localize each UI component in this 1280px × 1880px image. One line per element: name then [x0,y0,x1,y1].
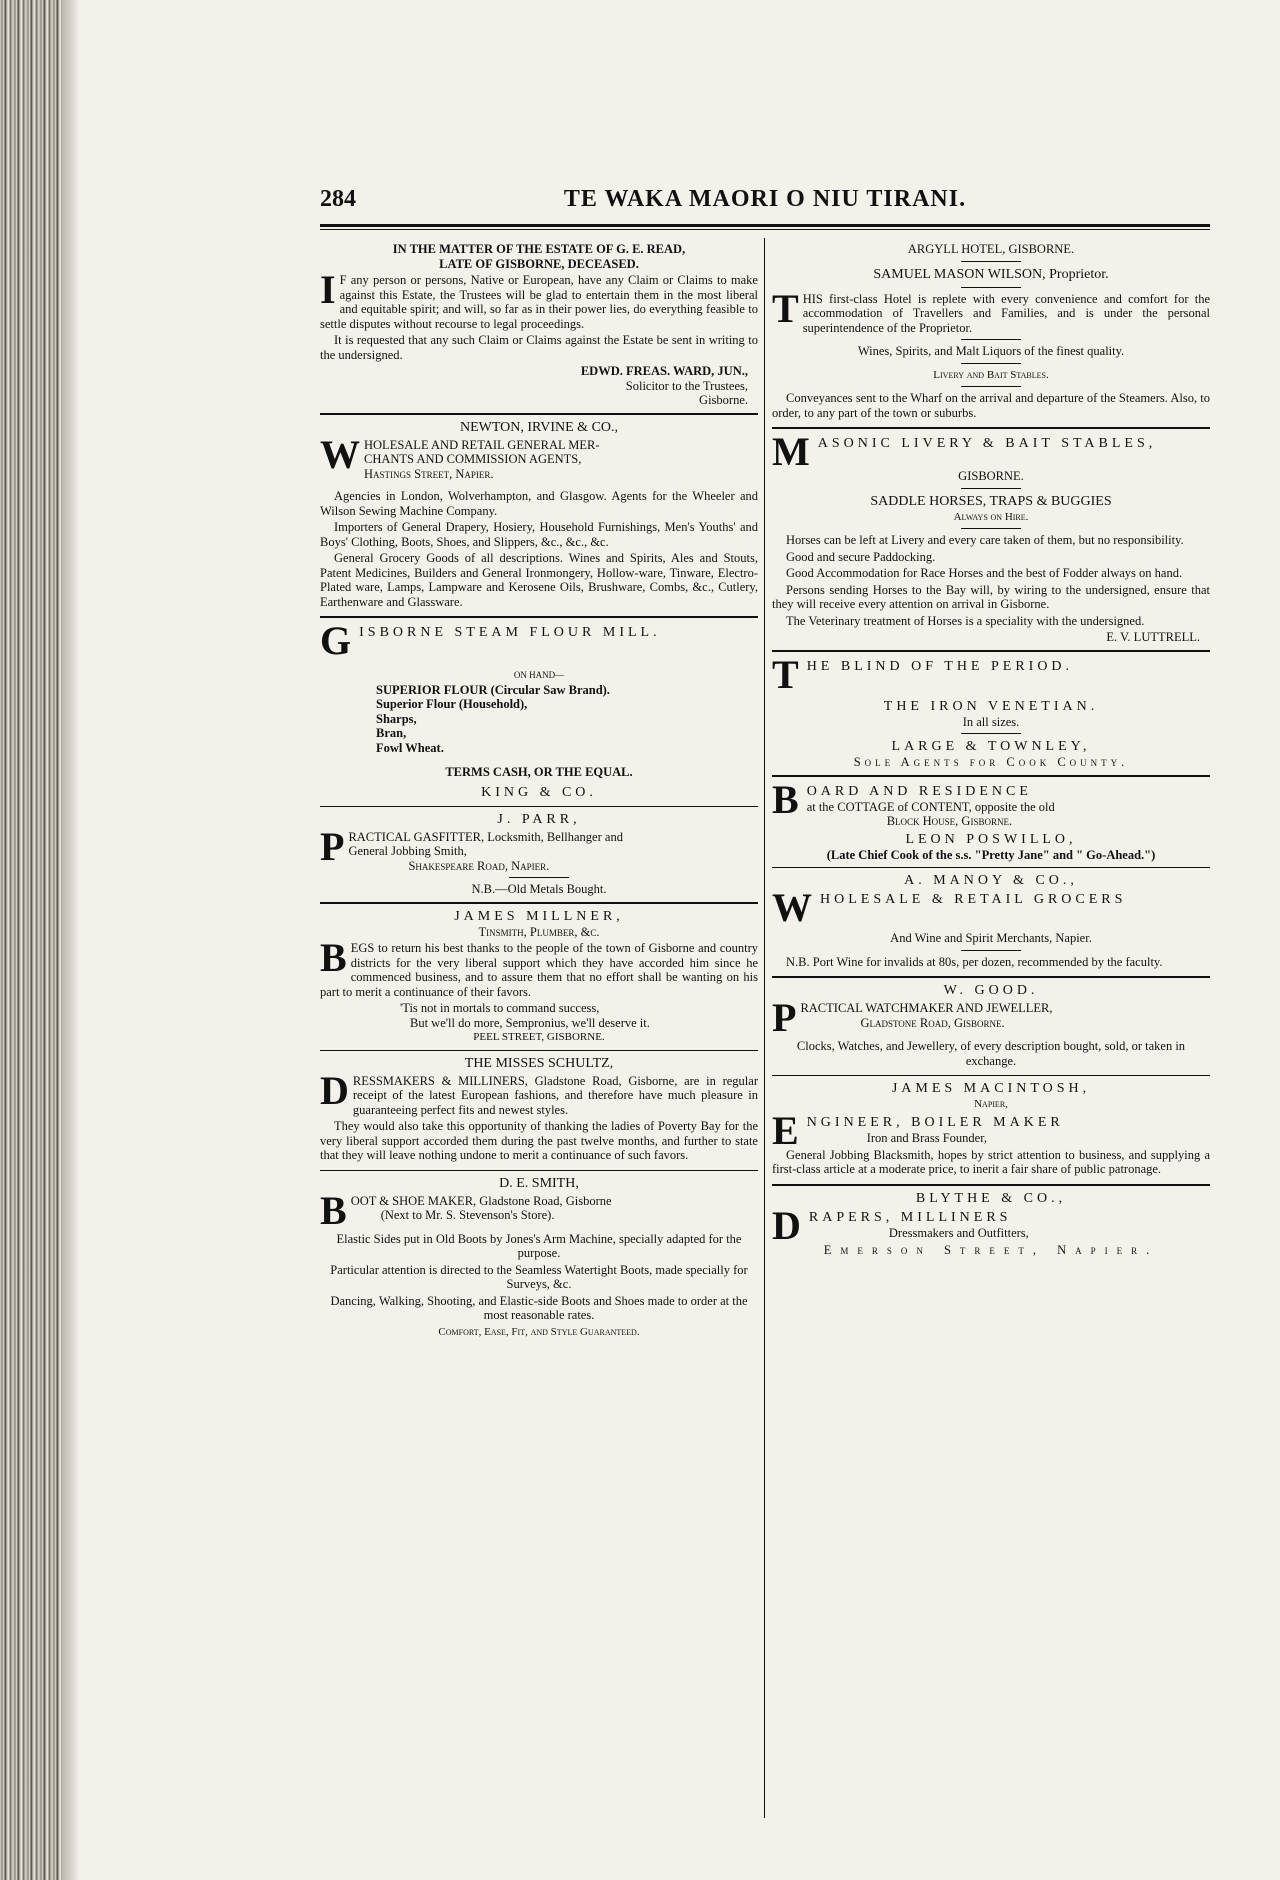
masonic-p2: Good and secure Paddocking. [786,549,936,564]
argyll-conveyances: Conveyances sent to the Wharf on the arrival and departure of the Steamers. Also, to order, to any part of the town or suburbs. [772,391,1210,420]
short-rule [961,363,1021,364]
millner-quote-2: But we'll do more, Sempronius, we'll deserve it. [410,1015,650,1030]
blind-agents: Sole Agents for Cook County. [853,755,1129,769]
masonic-p4: Persons sending Horses to the Bay will, by wiring to the undersigned, ensure that they will receive every attention on arrival in Gisborne. [772,582,1210,611]
schultz-body-2: They would also take this opportunity of thanking the ladies of Poverty Bay for the very liberal support accorded them during the past twelve months, and further to state that they will leave nothing undone to merit a continuance of such favors. [320,1119,758,1162]
manoy-note: N.B. Port Wine for invalids at 80s, per dozen, recommended by the faculty. [786,954,1163,969]
short-rule [961,287,1021,288]
flour-items [376,683,758,756]
ad-blind-of-period [772,652,1210,777]
masonic-place: GISBORNE. [958,469,1024,483]
macintosh-title: NGINEER, BOILER MAKER [806,1114,1064,1130]
smith-guarantee: Comfort, Ease, Fit, and Style Guaranteed. [438,1325,640,1338]
parr-line-1: RACTICAL GASFITTER, Locksmith, Bellhanger and [348,829,623,844]
ad-board-residence [772,777,1210,869]
drop-cap: G [320,618,356,663]
blind-title: HE BLIND OF THE PERIOD. [806,658,1074,674]
header-rule [320,224,1210,230]
short-rule [961,528,1021,529]
flour-terms: TERMS CASH, OR THE EQUAL. [445,765,633,779]
parr-name: J. PARR, [497,811,581,827]
estate-body-2: It is requested that any such Claim or Claims against the Estate be sent in writing to the undersigned. [320,333,758,362]
newton-agencies: Agencies in London, Wolverhampton, and Glasgow. Agents for the Wheeler and Wilson Sewing Machine Company. [320,489,758,518]
blythe-line: Dressmakers and Outfitters, [888,1225,1029,1240]
short-rule [961,950,1021,951]
drop-cap: W [320,431,360,477]
short-rule [961,488,1021,489]
blind-firm: LARGE & TOWNLEY, [891,739,1091,754]
smith-p1: Elastic Sides put in Old Boots by Jones's Arm Machine, specially adapted for the purpose. [336,1231,742,1260]
masonic-p1: Horses can be left at Livery and every care taken of them, but no responsibility. [786,533,1184,547]
masonic-p5: The Veterinary treatment of Horses is a speciality with the undersigned. [786,613,1145,628]
millner-quote-1: 'Tis not in mortals to command success, [400,1001,600,1015]
ad-good [772,978,1210,1076]
masonic-saddle: SADDLE HORSES, TRAPS & BUGGIES [870,493,1112,509]
millner-name: JAMES MILLNER, [454,908,624,924]
newton-line-2: CHANTS AND COMMISSION AGENTS, [364,452,582,466]
manoy-line: And Wine and Spirit Merchants, Napier. [890,931,1092,945]
estate-body: F any person or persons, Native or European, have any Claim or Claims to make against this Estate, the Trustees will be glad to entertain them in the most liberal and equitable spirit; and will, so far as in their power lies, do everything feasible to settle disputes without recourse to legal proceedings. [320,273,758,331]
blythe-name: BLYTHE & CO., [915,1190,1067,1206]
ad-schultz [320,1051,758,1171]
short-rule [961,339,1021,340]
page-title: TE WAKA MAORI O NIU TIRANI. [563,186,967,212]
short-rule [961,261,1021,262]
newton-address: Hastings Street, Napier. [364,466,494,481]
ad-argyll-hotel [772,238,1210,429]
smith-p3: Dancing, Walking, Shooting, and Elastic-side Boots and Shoes made to order at the most reasonable rates. [330,1293,748,1322]
drop-cap: T [772,285,799,331]
drop-cap: B [320,935,347,980]
ad-blythe [772,1186,1210,1263]
columns [320,238,1210,1838]
smith-line-1: OOT & SHOE MAKER, Gladstone Road, Gisborne [350,1193,612,1208]
macintosh-name: JAMES MACINTOSH, [891,1081,1091,1096]
short-rule [961,386,1021,387]
flour-item: Bran, [376,726,407,740]
drop-cap: P [320,823,345,869]
blythe-title: RAPERS, MILLINERS [808,1209,1012,1225]
schultz-name: THE MISSES SCHULTZ, [464,1055,614,1071]
ad-estate-read [320,238,758,415]
argyll-title: ARGYLL HOTEL, GISBORNE. [907,242,1075,256]
manoy-name: A. MANOY & CO., [904,873,1078,888]
drop-cap: E [772,1107,803,1153]
column-divider [764,238,765,1818]
flour-item: Superior Flour (Household), [376,697,528,711]
argyll-wines: Wines, Spirits, and Malt Liquors of the finest quality. [857,344,1125,358]
millner-body: EGS to return his best thanks to the people of the town of Gisborne and country districts for the very liberal support which they have accorded him since he commenced business, and to assure them that no effort shall be wanting on his part to merit a continuance of their favors. [320,941,758,999]
parr-line-2: General Jobbing Smith, [348,844,467,858]
manoy-title: HOLESALE & RETAIL GROCERS [820,892,1127,907]
drop-cap: B [772,776,803,822]
parr-address: Shakespeare Road, Napier. [408,858,550,873]
parr-note: N.B.—Old Metals Bought. [471,882,607,896]
argyll-proprietor: SAMUEL MASON WILSON, Proprietor. [873,266,1109,282]
good-address: Gladstone Road, Gisborne. [860,1015,1005,1030]
drop-cap: M [772,429,814,474]
blythe-address: Emerson Street, Napier. [823,1242,1159,1257]
drop-cap: D [320,1067,349,1113]
good-body: Clocks, Watches, and Jewellery, of every description bought, sold, or taken in exchange. [796,1039,1186,1068]
drop-cap: D [772,1202,805,1248]
macintosh-body: General Jobbing Blacksmith, hopes by strict attention to business, and supplying a first-class article at a moderate price, to inerit a fair share of public patronage. [772,1147,1210,1176]
schultz-body: RESSMAKERS & MILLINERS, Gladstone Road, Gisborne, are in regular receipt of the latest European fashions, and therefore have much pleasure in guaranteeing perfect fits and newest styles. [352,1073,758,1117]
newton-grocery: General Grocery Goods of all descriptions. Wines and Spirits, Ales and Stouts, Patent Medicines, Builders and General Ironmongery, Hollow-ware, Tinware, Electro-Plated ware, Lamps, Lampware and Kerosene Oils, Brushware, Combs, &c., Cutlery, Earthenware and Glassware. [320,551,758,609]
blind-iron-venetian: THE IRON VENETIAN. [883,698,1099,714]
board-title: OARD AND RESIDENCE [806,783,1032,799]
newton-imports: Importers of General Drapery, Hosiery, Household Furnishings, Men's Youths' and Boys' Clothing, Boots, Shoes, and Slippers, &c., &c., &c. [320,520,758,549]
board-line-1: at the COTTAGE of CONTENT, opposite the old [806,799,1055,814]
estate-signature: EDWD. FREAS. WARD, JUN., [580,364,748,378]
binding-edge [0,0,62,1880]
millner-address: PEEL STREET, GISBORNE. [473,1031,605,1043]
masonic-hire: Always on Hire. [953,510,1029,523]
ad-parr [320,807,758,904]
masonic-signature: E. V. LUTTRELL. [1106,630,1200,644]
newspaper-page [320,180,1210,1840]
ad-macintosh [772,1076,1210,1186]
drop-cap: W [772,885,816,930]
drop-cap: P [772,995,797,1040]
flour-firm: KING & CO. [481,784,597,800]
macintosh-line: Iron and Brass Founder, [866,1130,987,1145]
board-note: (Late Chief Cook of the s.s. "Pretty Jane" and " Go-Ahead.") [826,847,1156,862]
blind-sizes: In all sizes. [962,714,1020,729]
ad-smith [320,1171,758,1345]
page-header [320,180,1210,224]
board-name: LEON POSWILLO, [905,831,1077,847]
drop-cap: T [772,651,803,697]
masonic-p3: Good Accommodation for Race Horses and the best of Fodder always on hand. [786,566,1183,580]
ad-manoy [772,868,1210,978]
estate-signature-role: Solicitor to the Trustees, [625,378,748,393]
ad-flour-mill [320,618,758,807]
drop-cap: I [320,267,336,312]
masonic-title: ASONIC LIVERY & BAIT STABLES, [817,436,1157,451]
ad-millner [320,904,758,1051]
argyll-body: HIS first-class Hotel is replete with every convenience and comfort for the accommodation of Travellers and Families, and is under the personal superintendence of the Proprietor. [802,291,1210,335]
smith-p2: Particular attention is directed to the Seamless Watertight Boots, made specially for Surveys, &c. [330,1262,748,1291]
board-line-2: Block House, Gisborne. [886,814,1013,828]
ad-masonic-livery [772,429,1210,652]
good-line-1: RACTICAL WATCHMAKER AND JEWELLER, [800,1001,1053,1015]
ad-newton-irvine [320,415,758,619]
short-rule [961,733,1021,734]
newton-line-1: HOLESALE AND RETAIL GENERAL MER- [364,437,600,452]
smith-name: D. E. SMITH, [499,1175,579,1191]
short-rule [509,877,569,878]
page-number: 284 [320,186,356,212]
drop-cap: B [320,1187,347,1233]
argyll-livery: Livery and Bait Stables. [933,368,1049,381]
right-column [772,238,1210,1262]
good-name: W. GOOD. [943,983,1039,998]
left-column [320,238,758,1344]
millner-trade: Tinsmith, Plumber, &c. [478,924,600,939]
estate-title: IN THE MATTER OF THE ESTATE OF G. E. READ, [392,242,686,256]
flour-item: SUPERIOR FLOUR (Circular Saw Brand). [376,682,610,697]
smith-line-2: (Next to Mr. S. Stevenson's Store). [380,1208,555,1222]
macintosh-place: Napier, [974,1098,1008,1110]
flour-item: Fowl Wheat. [376,740,444,755]
newton-name: NEWTON, IRVINE & CO., [459,419,619,435]
flour-item: Sharps, [376,711,417,726]
estate-subtitle: LATE OF GISBORNE, DECEASED. [439,256,639,271]
flour-on-hand: ON HAND— [513,670,565,680]
estate-signature-place: Gisborne. [699,393,748,407]
flour-title: ISBORNE STEAM FLOUR MILL. [359,625,661,640]
